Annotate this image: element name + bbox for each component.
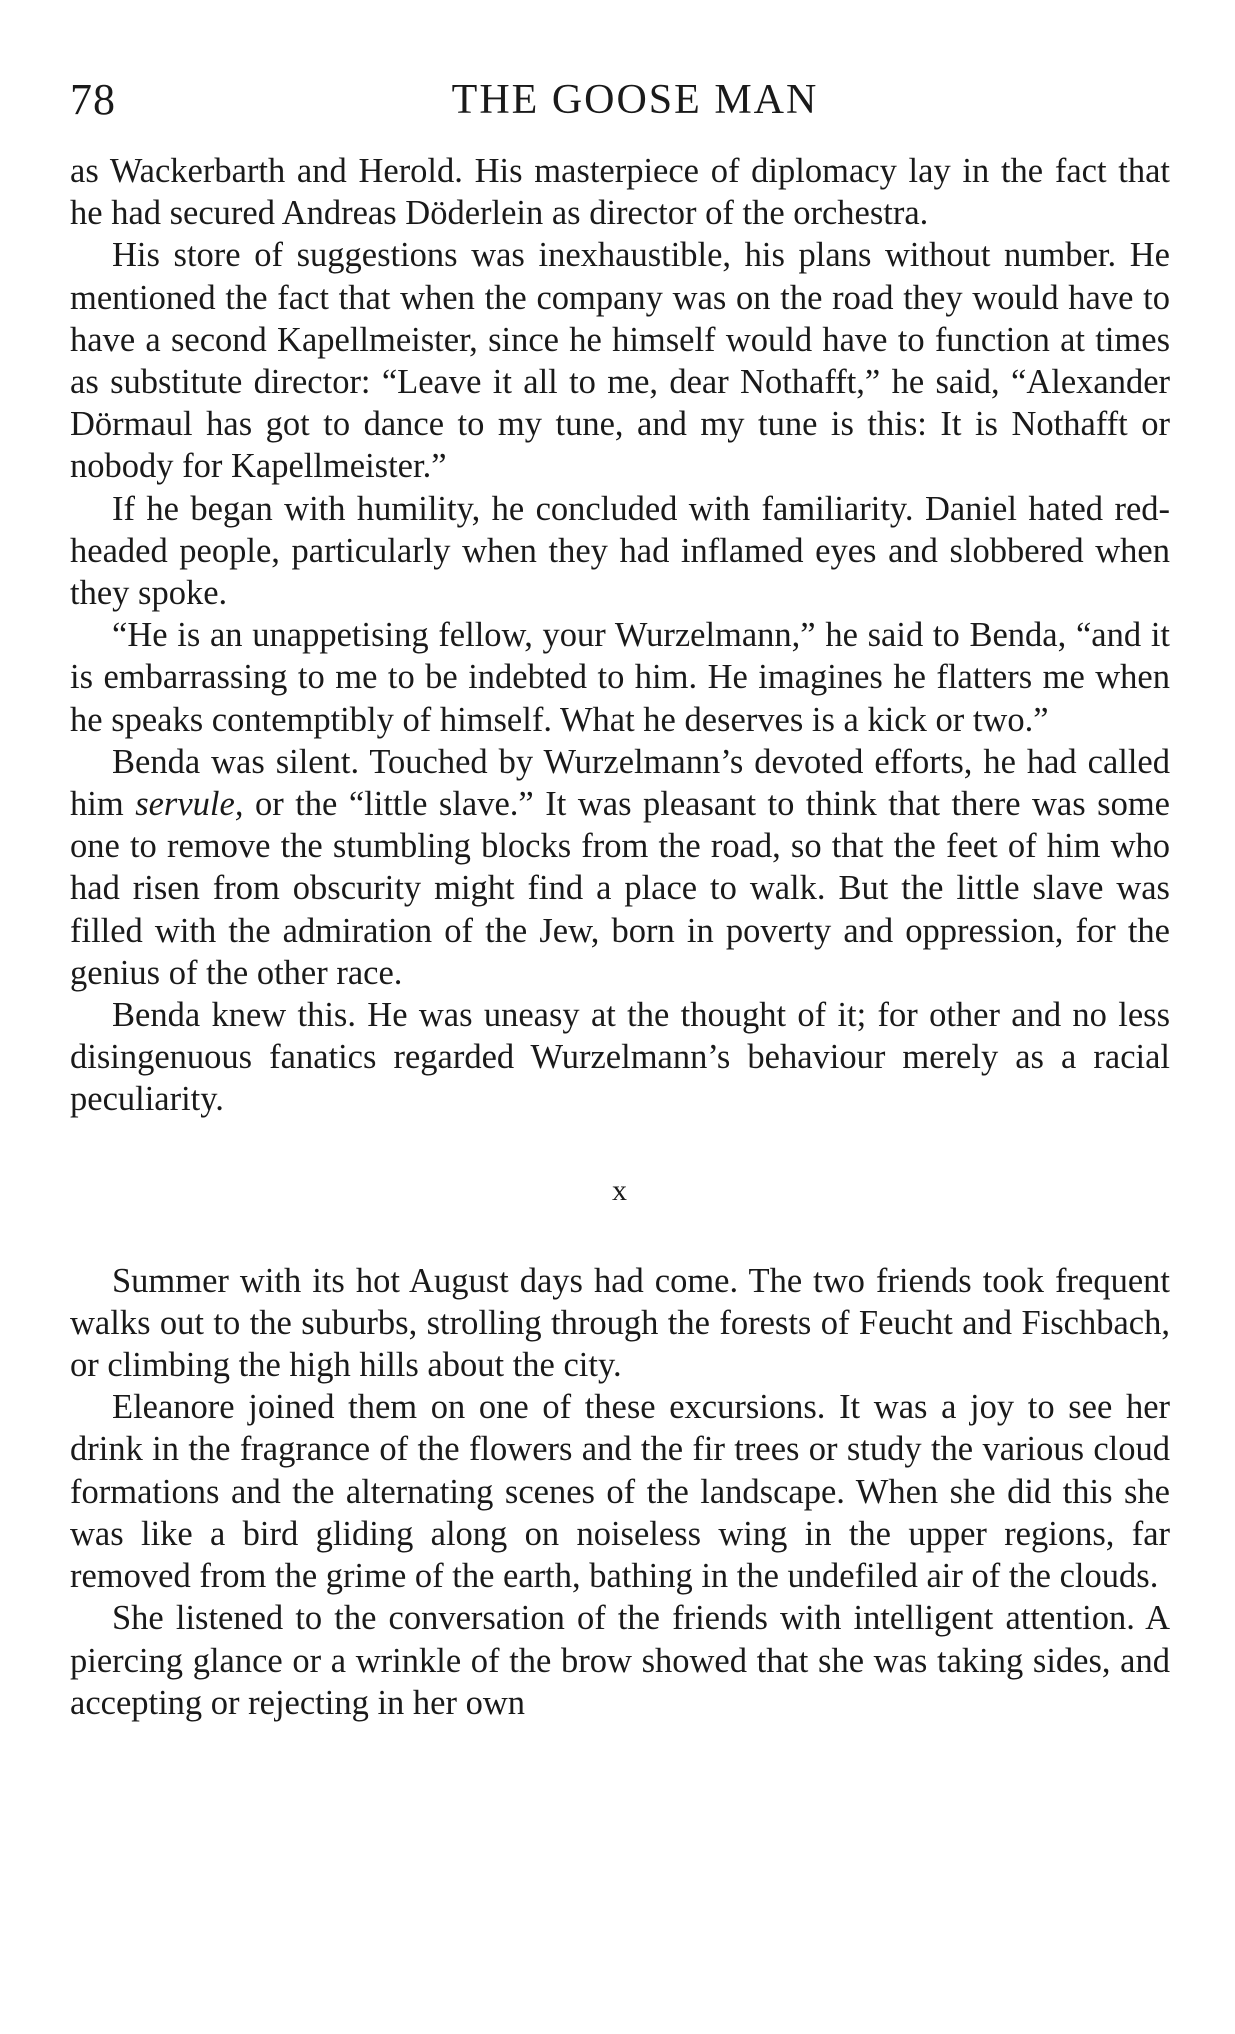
text-run: Benda was silent. Touched by Wurzelmann’s devoted efforts, he had called him [70, 742, 1170, 824]
paragraph: “He is an unappetising fellow, your Wurzelmann,” he said to Benda, “and it is embarrassing to me to be indebted to him. He imagines he flatters me when he speaks contemptibly of himself. What he deserves is a kick or two.” [70, 616, 1170, 739]
page-header [70, 70, 1170, 130]
page-number: 78 [70, 75, 116, 124]
body-text [70, 150, 1170, 1724]
paragraph: Eleanore joined them on one of these excursions. It was a joy to see her drink in the fragrance of the flowers and the fir trees or study the various cloud formations and the alternating scenes of the landscape. When she did this she was like a bird gliding along on noiseless wing in the upper regions, far removed from the grime of the earth, bathing in the undefiled air of the clouds. [70, 1388, 1170, 1596]
running-title: THE GOOSE MAN [451, 77, 819, 123]
section-marker: x [612, 1173, 628, 1207]
paragraph: If he began with humility, he concluded with familiarity. Daniel hated red-headed people, particularly when they had inflamed eyes and slobbered when they spoke. [70, 489, 1170, 613]
italic-word: servule, [135, 785, 244, 824]
paragraph: She listened to the conversation of the friends with intelligent attention. A piercing glance or a wrinkle of the brow showed that she was taking sides, and accepting or rejecting in her own [70, 1599, 1170, 1722]
paragraph: Benda knew this. He was uneasy at the thought of it; for other and no less disingenuous fanatics regarded Wurzelmann’s behaviour merely as a racial peculiarity. [70, 996, 1170, 1119]
text-run: or the “little slave.” It was pleasant to think that there was some one to remove the stumbling blocks from the road, so that the feet of him who had risen from obscurity might find a place to walk. But the little slave was filled with the admiration of the Jew, born in poverty and oppression, for the genius of the other race. [70, 785, 1170, 992]
paragraph-continued: as Wackerbarth and Herold. His masterpiece of diplomacy lay in the fact that he had secured Andreas Döderlein as director of the orchestra. [70, 152, 1170, 233]
paragraph: Summer with its hot August days had come. The two friends took frequent walks out to the suburbs, strolling through the forests of Feucht and Fischbach, or climbing the high hills about the city. [70, 1261, 1170, 1385]
paragraph: His store of suggestions was inexhaustible, his plans without number. He mentioned the fact that when the company was on the road they would have to have a second Kapellmeister, since he himself would have to function at times as substitute director: “Leave it all to me, dear Nothafft,” he said, “Alexander Dörmaul has got to dance to my tune, and my tune is this: It is Nothafft or nobody for Kapellmeister.” [70, 236, 1170, 486]
paragraph-with-italic [70, 741, 1170, 994]
